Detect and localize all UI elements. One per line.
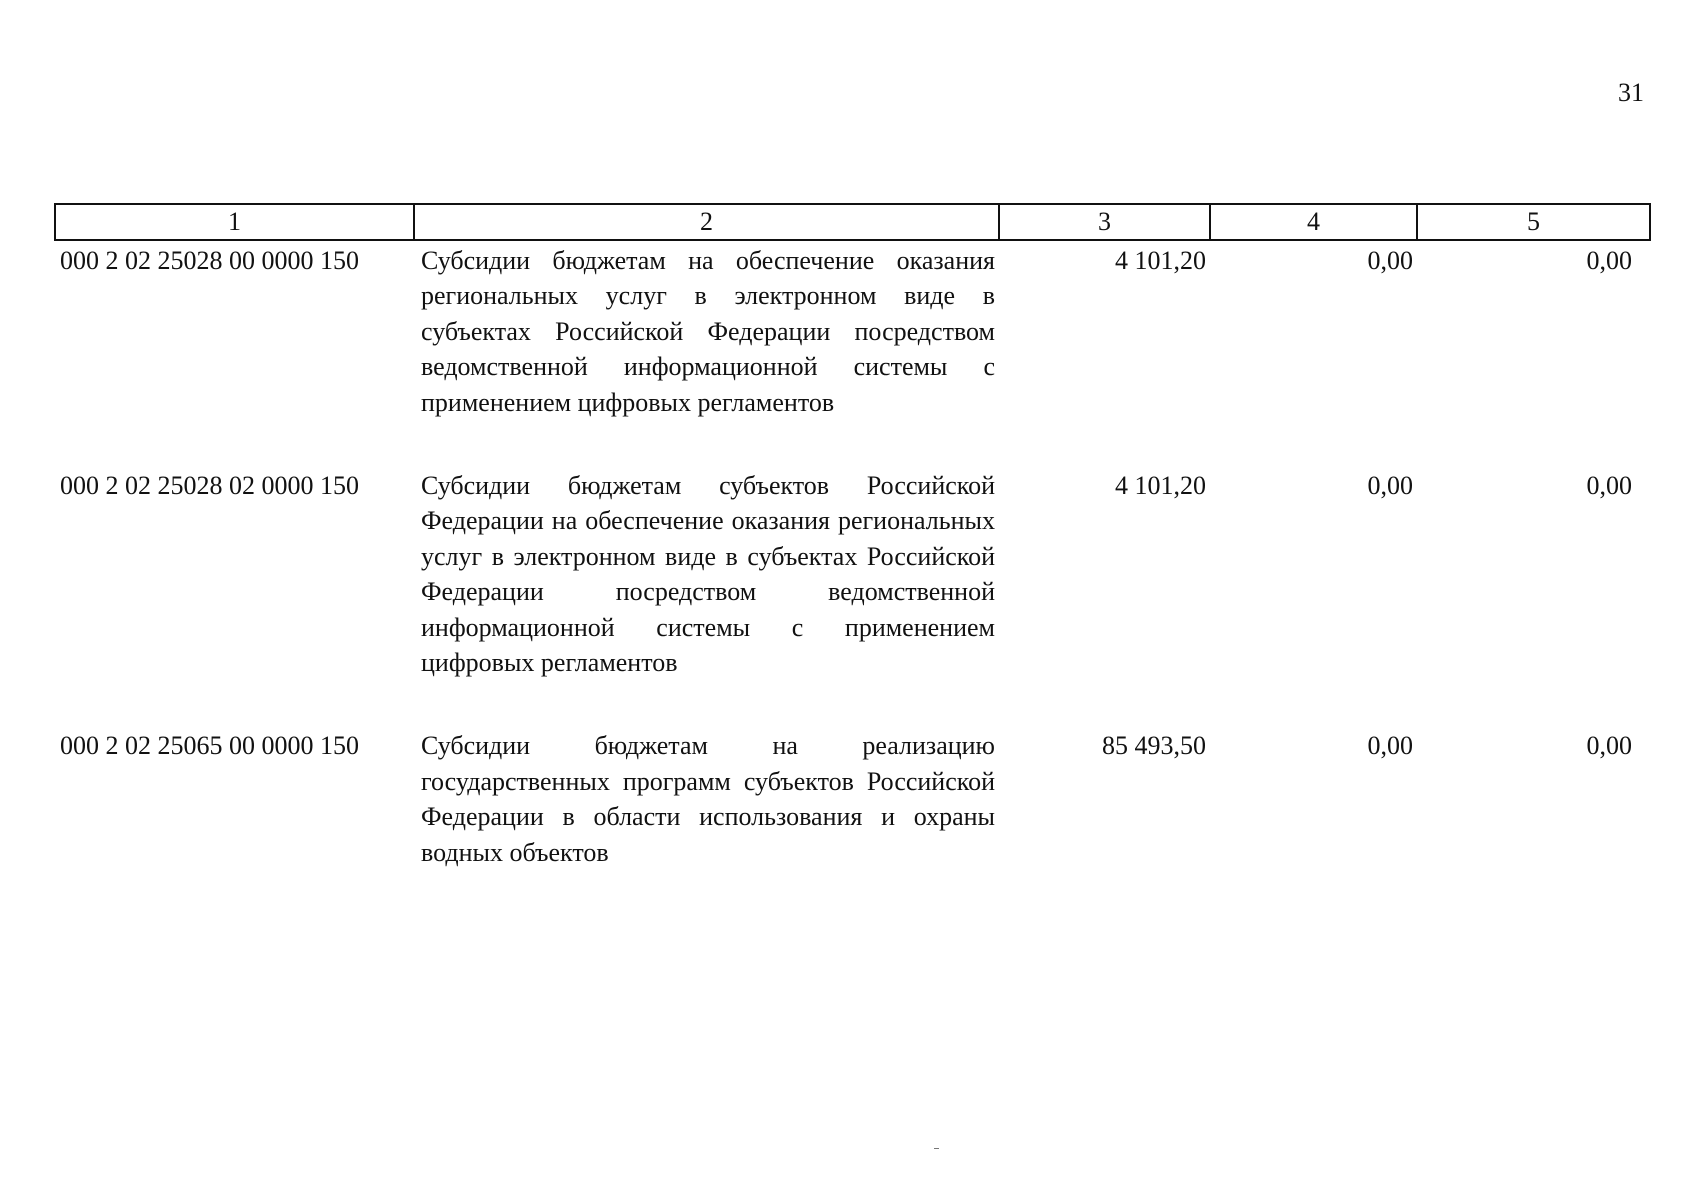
amount-col-3: 85 493,50 — [1102, 731, 1206, 761]
header-col-5: 5 — [1417, 204, 1650, 240]
budget-code: 000 2 02 25028 00 0000 150 — [60, 246, 359, 275]
table-body — [55, 240, 1650, 918]
amount-col-5: 0,00 — [1586, 471, 1632, 501]
table-row — [55, 468, 1650, 728]
budget-description: Субсидии бюджетам субъектов Российской Федерации на обеспечение оказания региональных услуг в электронном виде в субъектах Российской Федерации посредством ведомственной информационной системы с применением цифровых регламентов — [421, 471, 995, 678]
header-row — [55, 204, 1650, 240]
budget-description: Субсидии бюджетам на обеспечение оказания региональных услуг в электронном виде в субъектах Российской Федерации посредством ведомственной информационной системы с применением цифровых регламентов — [421, 246, 995, 417]
amount-col-3: 4 101,20 — [1115, 471, 1206, 501]
budget-code: 000 2 02 25028 02 0000 150 — [60, 471, 359, 501]
table-header — [55, 204, 1650, 240]
amount-col-4: 0,00 — [1367, 246, 1413, 275]
header-col-2: 2 — [414, 204, 999, 240]
table-row — [55, 240, 1650, 468]
amount-col-5: 0,00 — [1586, 246, 1632, 275]
amount-col-4: 0,00 — [1367, 731, 1413, 761]
amount-col-4: 0,00 — [1367, 471, 1413, 501]
budget-description: Субсидии бюджетам на реализацию государственных программ субъектов Российской Федерации в области использования и охраны водных объектов — [421, 731, 995, 867]
scan-speck — [934, 1148, 939, 1149]
budget-table — [54, 203, 1651, 918]
amount-col-3: 4 101,20 — [1115, 246, 1206, 275]
header-col-1: 1 — [55, 204, 414, 240]
table-row — [55, 728, 1650, 918]
header-col-4: 4 — [1210, 204, 1417, 240]
amount-col-5: 0,00 — [1586, 731, 1632, 761]
page-number: 31 — [1618, 78, 1644, 107]
budget-code: 000 2 02 25065 00 0000 150 — [60, 731, 359, 761]
header-col-3: 3 — [999, 204, 1210, 240]
